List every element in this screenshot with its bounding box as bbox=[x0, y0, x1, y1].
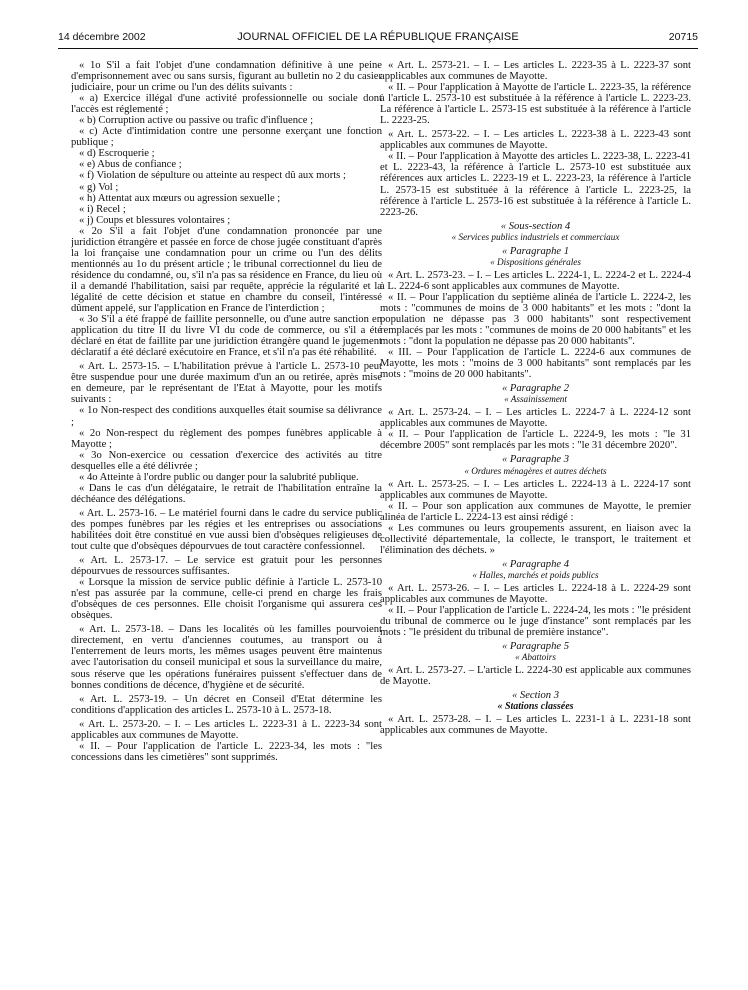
paragraph: « II. – Pour l'application à Mayotte de l'article L. 2223-35, la référence à l'article L. 2573-10 est substituée à la référence à l'article L. 2223-23. La référence à l'article L. 2573-15 est substituée à la référence à l'article L. 2223-25. bbox=[380, 82, 691, 127]
paragraph: « Art. L. 2573-21. – I. – Les articles L. 2223-35 à L. 2223-37 sont applicables aux communes de Mayotte. bbox=[380, 60, 691, 83]
paragraph: « Art. L. 2573-22. – I. – Les articles L. 2223-38 à L. 2223-43 sont applicables aux communes de Mayotte. bbox=[380, 129, 691, 152]
paragraph: « j) Coups et blessures volontaires ; bbox=[79, 214, 231, 226]
section-subheading: « Stations classées bbox=[497, 701, 574, 713]
paragraph: « Art. L. 2573-18. – Dans les localités où les familles pourvoient directement, en vertu d'anciennes coutumes, au transport ou à l'enterrement de leurs morts, les mêmes usages peuvent être maintenus avec l'autorisation du conseil municipal et sous la surveillance du maire, sous réserve que les opérations funéraires puissent s'effectuer dans de bonnes conditions de décence, d'hygiène et de sécurité. bbox=[71, 624, 382, 691]
section-subheading: « Halles, marchés et poids publics bbox=[472, 569, 599, 580]
paragraph: « 4o Atteinte à l'ordre public ou danger pour la salubrité publique. bbox=[79, 471, 359, 483]
paragraph: « III. – Pour l'application de l'article L. 2224-6 aux communes de Mayotte, les mots : "moins de 3 000 habitants" sont remplacés par les mots : "moins de 20 000 habitants". bbox=[380, 347, 691, 381]
paragraph: « 1o S'il a fait l'objet d'une condamnation définitive à une peine d'emprisonnement avec ou sans sursis, figurant au bulletin no 2 du casier judiciaire, pour un crime ou l'un des délits suivants : bbox=[71, 60, 382, 94]
header-page-number: 20715 bbox=[668, 31, 698, 43]
paragraph: « Art. L. 2573-23. – I. – Les articles L. 2224-1, L. 2224-2 et L. 2224-4 à L. 2224-6 sont applicables aux communes de Mayotte. bbox=[380, 269, 691, 292]
section-heading: « Paragraphe 5 bbox=[501, 641, 570, 653]
paragraph: « Art. L. 2573-24. – I. – Les articles L. 2224-7 à L. 2224-12 sont applicables aux communes de Mayotte. bbox=[380, 407, 691, 430]
section-heading: « Paragraphe 4 bbox=[501, 558, 570, 570]
section-heading: « Paragraphe 2 bbox=[501, 383, 570, 395]
paragraph: « f) Violation de sépulture ou atteinte au respect dû aux morts ; bbox=[79, 170, 346, 182]
paragraph: « b) Corruption active ou passive ou trafic d'influence ; bbox=[79, 115, 314, 127]
header-rule bbox=[58, 48, 698, 49]
header-title: JOURNAL OFFICIEL DE LA RÉPUBLIQUE FRANÇAISE bbox=[237, 31, 519, 43]
section-subheading: « Assainissement bbox=[504, 394, 567, 405]
paragraph: « a) Exercice illégal d'une activité professionnelle ou sociale dont l'accès est réglementé ; bbox=[71, 93, 382, 116]
section-heading: « Section 3 bbox=[511, 690, 560, 702]
page-header bbox=[58, 30, 698, 46]
paragraph: « 3o Non-exercice ou cessation d'exercice des activités au titre desquelles elle a été délivrée ; bbox=[71, 449, 382, 472]
paragraph: « e) Abus de confiance ; bbox=[79, 159, 182, 171]
section-subheading: « Dispositions générales bbox=[490, 256, 581, 267]
section-heading: « Sous-section 4 bbox=[500, 220, 571, 232]
paragraph: « Art. L. 2573-19. – Un décret en Conseil d'Etat détermine les conditions d'application des articles L. 2573-10 à L. 2573-18. bbox=[71, 693, 382, 716]
paragraph: « 1o Non-respect des conditions auxquelles était soumise sa délivrance ; bbox=[71, 405, 382, 428]
paragraph: « Art. L. 2573-26. – I. – Les articles L. 2224-18 à L. 2224-29 sont applicables aux communes de Mayotte. bbox=[380, 582, 691, 605]
paragraph: « d) Escroquerie ; bbox=[79, 148, 155, 160]
paragraph: « Art. L. 2573-25. – I. – Les articles L. 2224-13 à L. 2224-17 sont applicables aux communes de Mayotte. bbox=[380, 478, 691, 501]
paragraph: « II. – Pour l'application du septième alinéa de l'article L. 2224-2, les mots : "communes de moins de 3 000 habitants" et les mots : "dont la population ne dépasse pas 3 000 habitants" sont respectivement remplacés par les mots : "communes de moins de 20 000 habitants" et les mots : "dont la population ne dépasse pas 20 000 habitants". bbox=[380, 291, 691, 348]
paragraph: « Art. L. 2573-17. – Le service est gratuit pour les personnes dépourvues de ressources suffisantes. bbox=[71, 555, 382, 578]
section-heading: « Paragraphe 3 bbox=[501, 454, 570, 466]
section-subheading: « Ordures ménagères et autres déchets bbox=[464, 465, 607, 476]
header-date: 14 décembre 2002 bbox=[58, 31, 146, 43]
paragraph: « Art. L. 2573-20. – I. – Les articles L. 2223-31 à L. 2223-34 sont applicables aux communes de Mayotte. bbox=[71, 718, 382, 741]
paragraph: « II. – Pour l'application de l'article L. 2223-34, les mots : "les concessions dans les cimetières" sont supprimés. bbox=[71, 740, 382, 763]
right-column bbox=[380, 60, 691, 965]
paragraph: « Lorsque la mission de service public définie à l'article L. 2573-10 n'est pas assurée par la commune, celle-ci prend en charge les frais d'obsèques de ces personnes. Elle choisit l'organisme qui assurera ces obsèques. bbox=[71, 577, 382, 622]
paragraph: « Art. L. 2573-16. – Le matériel fourni dans le cadre du service public des pompes funèbres par les régies et les entreprises ou associations habilitées doit être constitué en vue aussi bien d'obsèques religieuses de tout culte que d'obsèques dépourvues de tout caractère confessionnel. bbox=[71, 507, 382, 553]
paragraph: « Art. L. 2573-15. – L'habilitation prévue à l'article L. 2573-10 peut être suspendue pour une durée maximum d'un an ou retirée, après mise en demeure, par le représentant de l'Etat à Mayotte, pour les motifs suivants : bbox=[71, 361, 382, 406]
section-heading: « Paragraphe 1 bbox=[501, 245, 570, 257]
paragraph: « g) Vol ; bbox=[79, 181, 119, 193]
paragraph: « h) Attentat aux mœurs ou agression sexuelle ; bbox=[79, 192, 281, 204]
paragraph: « 2o Non-respect du règlement des pompes funèbres applicable à Mayotte ; bbox=[71, 427, 382, 450]
paragraph: « II. – Pour l'application de l'article L. 2224-24, les mots : "le président du tribunal de commerce ou le juge d'instance" sont remplacés par les mots : "le président du tribunal de première instance". bbox=[380, 604, 691, 639]
paragraph: « Les communes ou leurs groupements assurent, en liaison avec la collectivité départementale, la collecte, le transport, le traitement et l'élimination des déchets. » bbox=[380, 522, 691, 556]
paragraph: « II. – Pour son application aux communes de Mayotte, le premier alinéa de l'article L. 2224-13 est ainsi rédigé : bbox=[380, 500, 691, 523]
paragraph: « Dans le cas d'un délégataire, le retrait de l'habilitation entraîne la déchéance des délégations. bbox=[71, 482, 382, 505]
paragraph: « 3o S'il a été frappé de faillite personnelle, ou d'une autre sanction en application du titre II du livre VI du code de commerce, ou s'il a été déclaré en état de faillite par une juridiction étrangère quand le jugement déclaratif a été déclaré exécutoire en France, et s'il n'a pas été réhabilité. bbox=[71, 314, 382, 359]
paragraph: « II. – Pour l'application de l'article L. 2224-9, les mots : "le 31 décembre 2005" sont remplacés par les mots : "le 31 décembre 2020". bbox=[380, 429, 691, 452]
paragraph: « Art. L. 2573-28. – I. – Les articles L. 2231-1 à L. 2231-18 sont applicables aux communes de Mayotte. bbox=[380, 714, 691, 737]
section-subheading: « Abattoirs bbox=[515, 652, 556, 663]
paragraph: « II. – Pour l'application à Mayotte des articles L. 2223-38, L. 2223-41 et L. 2223-43, la référence à l'article L. 2573-10 est substituée aux références aux articles L. 2223-19 et L. 2223-23, la référence à l'article L. 2573-15 est substituée à la référence à l'article L. 2223-25, la référence à l'article L. 2573-16 est substituée à la référence à l'article L. 2223-26. bbox=[380, 151, 691, 218]
paragraph: « i) Recel ; bbox=[79, 203, 126, 215]
paragraph: « c) Acte d'intimidation contre une personne exerçant une fonction publique ; bbox=[71, 126, 382, 149]
section-subheading: « Services publics industriels et commerciaux bbox=[451, 231, 620, 242]
paragraph: « 2o S'il a fait l'objet d'une condamnation prononcée par une juridiction étrangère et passée en force de chose jugée constituant d'après la loi française une condamnation pour un crime ou l'un des délits mentionnés au 1o du présent article ; le tribunal correctionnel du lieu de résidence du condamné, ou, s'il n'a pas sa résidence en France, du lieu où il a demandé l'habilitation, saisi par requête, apprécie la régularité et la légalité de cette décision et statue en chambre du conseil, l'intéressé dûment appelé, sur l'application en France de l'interdiction ; bbox=[71, 225, 382, 315]
paragraph: « Art. L. 2573-27. – L'article L. 2224-30 est applicable aux communes de Mayotte. bbox=[380, 665, 691, 688]
left-column bbox=[71, 60, 382, 965]
